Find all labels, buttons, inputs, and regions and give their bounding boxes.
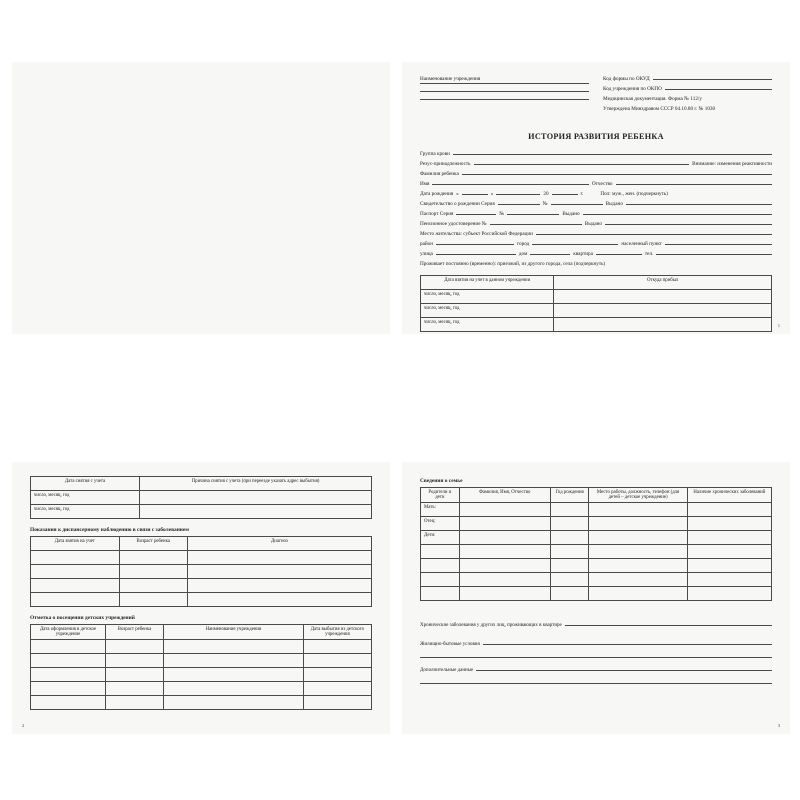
cell-birth-year[interactable] [550,559,589,573]
institution-rule-2 [420,91,589,92]
cell-chronic[interactable] [687,503,771,517]
registration-table [420,275,772,332]
col-fullname: Фамилия, Имя, Отчество [459,488,550,503]
table-row [421,587,772,601]
cell-date[interactable]: число, месяц, год [31,491,140,505]
note-additional-rule-2[interactable] [420,683,772,684]
page-3 [402,462,790,734]
col-child-age: Возраст ребенка [106,625,164,640]
cell-age[interactable] [106,668,164,682]
table-header-row [31,477,372,491]
table-row [31,565,372,579]
section-title-kindergarten: Отметка о посещении детских учреждений [30,615,135,621]
birth-year-rule [552,194,578,195]
cell-diagnosis[interactable] [187,565,371,579]
cell-diagnosis[interactable] [187,579,371,593]
reactivity-note: Внимание: изменения реактивности [692,161,772,167]
cell-age[interactable] [106,654,164,668]
col-arrived-from: Откуда прибыл [554,276,772,290]
institution-rule-3 [420,99,589,100]
passport-num-label: № [499,211,505,217]
cell-institution[interactable] [163,640,303,654]
note-additional [420,668,772,673]
cell-fullname[interactable] [459,587,550,601]
col-leave-date: Дата выбытия из детского учреждения [303,625,371,640]
table-row [31,654,372,668]
cell-age[interactable] [119,593,187,607]
firstname-label: Имя [420,181,430,187]
page-number: 3 [777,723,780,728]
cell-fullname[interactable] [459,573,550,587]
cell-fullname[interactable] [459,545,550,559]
birth-day-close: » [490,191,494,197]
cell-chronic[interactable] [687,559,771,573]
table-row [31,579,372,593]
section-title-family: Сведения о семье [420,478,463,484]
cell-date[interactable]: число, месяц, год [31,505,140,519]
patronymic-label: Отчество [591,181,613,187]
cell-age[interactable] [106,696,164,710]
cell-from[interactable] [554,318,772,332]
table-header-row [31,625,372,640]
birthdate-label: Дата рождения [420,191,454,197]
cell-enroll-date[interactable] [31,668,106,682]
table-row [31,682,372,696]
cell-age[interactable] [106,640,164,654]
table-row [31,640,372,654]
pension-id-label: Пенсионное удостоверение № [420,221,487,227]
cell-birth-year[interactable] [550,503,589,517]
cell-relation[interactable]: Дети: [421,531,460,545]
address-rule [536,234,772,235]
cell-age[interactable] [119,551,187,565]
table-row [421,573,772,587]
cell-institution[interactable] [163,682,303,696]
note-additional-label: Дополнительные данные [420,668,474,673]
pension-id-rule [490,224,582,225]
family-table [420,487,772,601]
cell-workplace[interactable] [589,587,687,601]
pension-id-issued-rule [605,224,772,225]
cell-chronic[interactable] [687,587,771,601]
table-row [421,517,772,531]
cell-institution[interactable] [163,696,303,710]
cell-chronic[interactable] [687,545,771,559]
table-row [421,503,772,517]
cell-chronic[interactable] [687,531,771,545]
cell-institution[interactable] [163,668,303,682]
birth-cert-issued-label: Выдано [605,201,623,207]
sex-label: Пол: муж., жен. (подчеркнуть) [600,191,668,197]
cell-reg-date[interactable] [31,593,120,607]
col-registration-date: Дата взятия на учет в данном учреждении [421,276,554,290]
note-chronic-others [420,623,772,628]
code-okud-label: Код формы по ОКУД [603,76,650,82]
cell-workplace[interactable] [589,559,687,573]
cell-date[interactable]: число, месяц, год [421,304,554,318]
cell-diagnosis[interactable] [187,551,371,565]
surname-label: Фамилия ребенка [420,171,459,177]
cell-from[interactable] [554,304,772,318]
table-row [421,318,772,332]
code-okpo-label: Код учреждения по ОКПО [603,86,662,92]
cell-fullname[interactable] [459,531,550,545]
city-label: город [517,241,530,247]
cell-relation[interactable] [421,573,460,587]
cell-date[interactable]: число, месяц, год [421,318,554,332]
cell-workplace[interactable] [589,545,687,559]
residence-type-label: Проживает постоянно (временно): приезжий, из другого города, села (подчеркнуть) [420,261,606,267]
address-label: Место жительства: субъект Российской Федерации [420,231,533,237]
cell-from[interactable] [554,290,772,304]
col-child-age: Возраст ребенка [119,537,187,551]
cell-enroll-date[interactable] [31,640,106,654]
cell-date[interactable]: число, месяц, год [421,290,554,304]
table-row [421,559,772,573]
birth-day-open: « [456,191,459,197]
col-removal-date: Дата снятия с учета [31,477,140,491]
cell-fullname[interactable] [459,559,550,573]
note-chronic-others-rule[interactable] [565,625,772,626]
firstname-rule [432,184,588,185]
col-relation: Родители и дети [421,488,460,503]
table-row [31,593,372,607]
blood-group-label: Группа крови [420,151,450,157]
cell-relation[interactable]: Отец: [421,517,460,531]
cell-age[interactable] [106,682,164,696]
passport-num-rule [507,214,559,215]
table-row [421,545,772,559]
cell-workplace[interactable] [589,573,687,587]
dispensary-table [30,536,372,607]
city-rule [532,244,618,245]
table-row [31,505,372,519]
code-okpo-rule [665,89,772,90]
cell-reason[interactable] [140,505,372,519]
cell-birth-year[interactable] [550,531,589,545]
page-2 [12,462,390,734]
birth-year-suffix: г. [580,191,584,197]
passport-issued-label: Выдано [562,211,580,217]
cell-age[interactable] [119,579,187,593]
col-workplace: Место работы, должность, телефон (для детей – детское учреждение) [589,488,687,503]
birth-cert-issued-rule [626,204,772,205]
cell-leave-date[interactable] [303,682,371,696]
kindergarten-table [30,624,372,710]
approval-label: Утверждена Минздравом СССР 04.10.80 г. № 1030 [603,106,716,112]
cell-workplace[interactable] [589,503,687,517]
page-1 [402,62,790,334]
note-living-conditions-rule[interactable] [483,644,772,645]
rhesus-label: Резус-принадлежность [420,161,471,167]
page-blank-cover [12,62,390,334]
cell-enroll-date[interactable] [31,696,106,710]
cell-institution[interactable] [163,654,303,668]
table-row [31,491,372,505]
col-diagnosis: Диагноз [187,537,371,551]
page1-header [420,76,772,116]
form-number-label: Медицинская документация. Форма № 112/у [603,96,702,102]
passport-label: Паспорт Серия [420,211,454,217]
surname-rule [462,174,772,175]
page-title: ИСТОРИЯ РАЗВИТИЯ РЕБЕНКА [528,132,664,141]
birth-day-rule [462,194,488,195]
flat-rule [596,254,642,255]
rhesus-rule [474,164,690,165]
col-birth-year: Год рождения [550,488,589,503]
flat-label: квартира [573,251,593,257]
pension-id-issued-label: Выдано [584,221,603,227]
cell-leave-date[interactable] [303,654,371,668]
passport-issued-rule [583,214,772,215]
col-reg-date: Дата взятия на учет [31,537,120,551]
settlement-label: населенный пункт [621,241,662,247]
cell-workplace[interactable] [589,517,687,531]
cell-enroll-date[interactable] [31,654,106,668]
street-label: улица [420,251,433,257]
section-title-dispensary: Показания к диспансерному наблюдению в связи с заболеванием [30,527,189,533]
phone-rule [656,254,772,255]
cell-birth-year[interactable] [550,517,589,531]
table-header-row [31,537,372,551]
cell-relation[interactable] [421,545,460,559]
code-okud-rule [653,79,772,80]
phone-label: тел. [644,251,654,257]
cell-relation[interactable]: Мать: [421,503,460,517]
table-row [31,668,372,682]
cell-birth-year[interactable] [550,545,589,559]
removal-table [30,476,372,519]
page-number: 2 [22,723,25,728]
cell-relation[interactable] [421,587,460,601]
col-enroll-date: Дата оформления в детское учреждение [31,625,106,640]
note-living-conditions-rule-2[interactable] [420,657,772,658]
birth-cert-label: Свидетельство о рождении Серия [420,201,495,207]
cell-leave-date[interactable] [303,640,371,654]
table-row [421,531,772,545]
house-rule [530,254,570,255]
cell-leave-date[interactable] [303,696,371,710]
cell-reg-date[interactable] [31,551,120,565]
district-rule [436,244,514,245]
table-row [421,304,772,318]
cell-reason[interactable] [140,491,372,505]
street-rule [436,254,516,255]
cell-reg-date[interactable] [31,579,120,593]
col-removal-reason: Причина снятия с учета (при переезде указать адрес выбытия) [140,477,372,491]
birth-month-rule [496,194,540,195]
note-chronic-others-label: Хронические заболевания у других лиц, проживающих в квартире [420,623,562,628]
cell-fullname[interactable] [459,517,550,531]
cell-leave-date[interactable] [303,668,371,682]
cell-chronic[interactable] [687,573,771,587]
table-row [31,551,372,565]
table-header-row [421,276,772,290]
cell-reg-date[interactable] [31,565,120,579]
cell-chronic[interactable] [687,517,771,531]
note-living-conditions [420,642,772,647]
birth-cert-num-rule [551,204,603,205]
passport-series-rule [456,214,496,215]
district-label: район [420,241,434,247]
settlement-rule [665,244,772,245]
cell-fullname[interactable] [459,503,550,517]
blood-group-rule [453,154,772,155]
page-number: 1 [777,323,780,328]
institution-rule-1 [420,83,589,84]
table-header-row [421,488,772,503]
cell-age[interactable] [119,565,187,579]
cell-relation[interactable] [421,559,460,573]
cell-birth-year[interactable] [550,587,589,601]
cell-birth-year[interactable] [550,573,589,587]
institution-label: Наименование учреждения [420,76,481,82]
patronymic-rule [616,184,772,185]
house-label: дом [518,251,528,257]
cell-enroll-date[interactable] [31,682,106,696]
note-additional-rule[interactable] [476,670,772,671]
birth-year-prefix: 20 [543,191,549,197]
table-row [31,696,372,710]
cell-diagnosis[interactable] [187,593,371,607]
birth-cert-series-rule [498,204,540,205]
col-chronic-illness: Наличие хронических заболеваний [687,488,771,503]
cell-workplace[interactable] [589,531,687,545]
table-row [421,290,772,304]
col-institution-name: Наименование учреждения [163,625,303,640]
birth-cert-num-label: № [542,201,548,207]
note-living-conditions-label: Жилищно-бытовые условия [420,642,480,647]
